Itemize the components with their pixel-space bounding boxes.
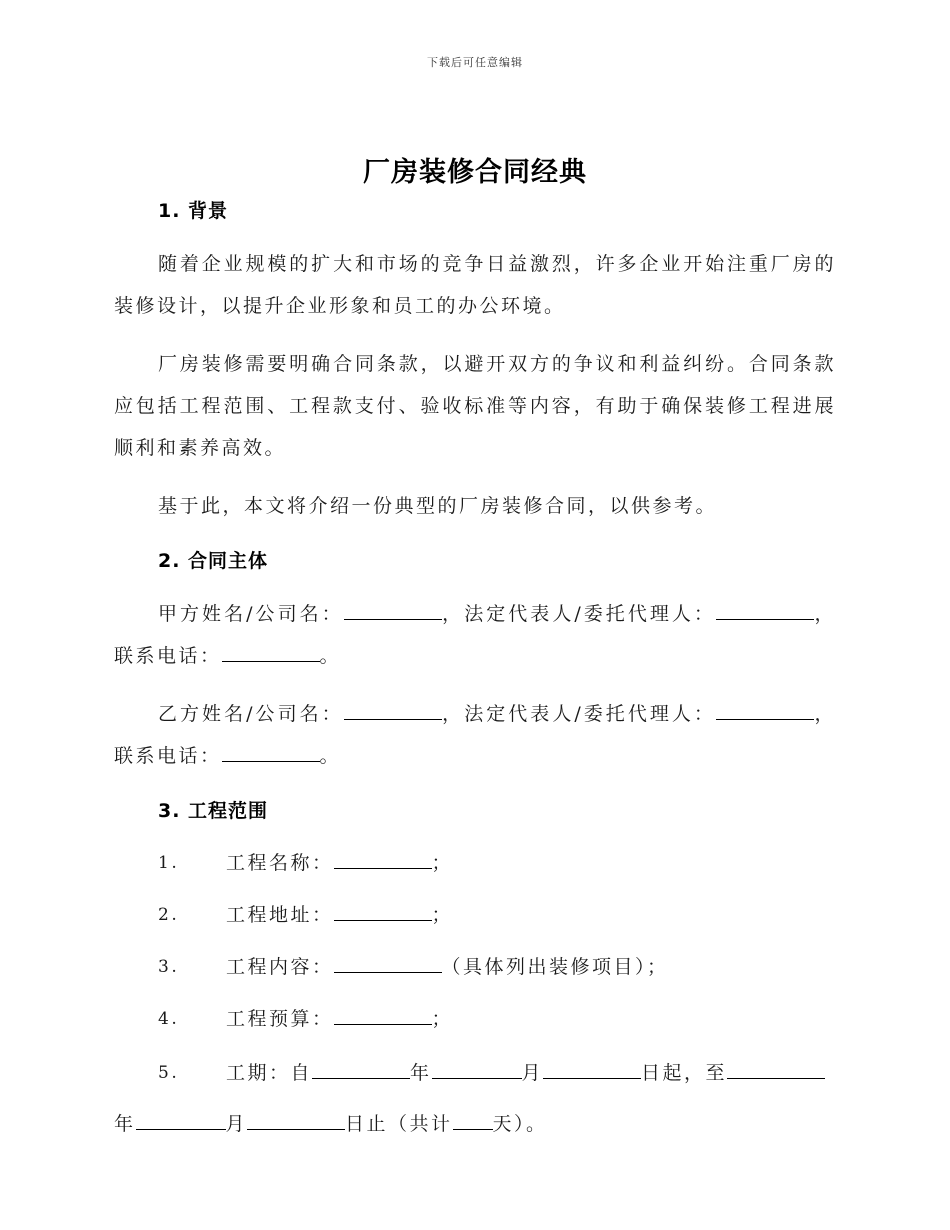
project-content-label: 工程内容：: [226, 956, 334, 978]
document-title: 厂房装修合同经典: [363, 157, 587, 188]
period-mark: 。: [319, 745, 342, 767]
end-day-blank[interactable]: [247, 1109, 345, 1130]
list-item-period: [114, 1045, 836, 1147]
party-a-rep-label: ，法定代表人/委托代理人：: [441, 603, 716, 625]
paragraph: 厂房装修需要明确合同条款，以避开双方的争议和利益纠纷。合同条款应包括工程范围、工程款支付、验收标准等内容，有助于确保装修工程进展顺利和素养高效。: [114, 353, 836, 459]
period-label: 工期：自: [226, 1062, 313, 1084]
year-label: 年: [410, 1062, 432, 1084]
section-heading-contract-parties: 2. 合同主体: [158, 550, 269, 572]
list-number: 2.: [158, 905, 180, 925]
end-month-blank[interactable]: [136, 1109, 226, 1130]
item-suffix: ；: [431, 904, 454, 926]
project-content-blank[interactable]: [334, 952, 442, 973]
total-days-blank[interactable]: [453, 1109, 493, 1130]
list-item: [114, 941, 836, 993]
item-suffix: （具体列出装修项目）；: [441, 956, 669, 978]
month-label: 月: [521, 1062, 544, 1084]
start-month-blank[interactable]: [432, 1058, 522, 1079]
list-item: [114, 889, 836, 941]
list-item: [114, 837, 836, 889]
item-suffix: ；: [431, 1008, 454, 1030]
party-a-name-blank[interactable]: [344, 599, 442, 620]
item-suffix: ；: [431, 852, 454, 874]
party-a-phone-blank[interactable]: [222, 641, 320, 662]
days-label: 天）。: [492, 1113, 548, 1135]
header-note: 下载后可任意编辑: [427, 56, 523, 69]
project-address-label: 工程地址：: [226, 904, 334, 926]
month-label: 月: [225, 1113, 248, 1135]
party-b-rep-blank[interactable]: [716, 699, 814, 720]
project-name-blank[interactable]: [334, 848, 432, 869]
party-a-name-label: 甲方姓名/公司名：: [158, 603, 344, 625]
project-budget-label: 工程预算：: [226, 1008, 334, 1030]
party-b-phone-label: 联系电话：: [114, 745, 222, 767]
project-budget-blank[interactable]: [334, 1004, 432, 1025]
party-b-paragraph: [114, 693, 836, 777]
comma: ，: [813, 603, 836, 625]
party-a-phone-label: 联系电话：: [114, 645, 222, 667]
project-name-label: 工程名称：: [226, 852, 334, 874]
day-end-label: 日止（共计: [345, 1113, 453, 1135]
section-heading-background: 1. 背景: [158, 200, 229, 222]
party-b-phone-blank[interactable]: [222, 741, 320, 762]
party-b-rep-label: ，法定代表人/委托代理人：: [441, 703, 716, 725]
party-a-paragraph: [114, 593, 836, 677]
list-number: 4.: [158, 1009, 180, 1029]
party-b-name-label: 乙方姓名/公司名：: [158, 703, 344, 725]
party-b-name-blank[interactable]: [344, 699, 442, 720]
year-label: 年: [114, 1113, 136, 1135]
party-a-rep-blank[interactable]: [716, 599, 814, 620]
comma: ，: [813, 703, 836, 725]
list-number: 1.: [158, 853, 180, 873]
list-item: [114, 993, 836, 1045]
day-start-label: 日起，至: [641, 1062, 728, 1084]
period-mark: 。: [319, 645, 342, 667]
end-year-blank[interactable]: [727, 1058, 825, 1079]
paragraph: 基于此，本文将介绍一份典型的厂房装修合同，以供参考。: [158, 495, 718, 517]
paragraph: 随着企业规模的扩大和市场的竞争日益激烈，许多企业开始注重厂房的装修设计，以提升企业形象和员工的办公环境。: [114, 253, 836, 317]
start-day-blank[interactable]: [543, 1058, 641, 1079]
section-heading-project-scope: 3. 工程范围: [158, 800, 269, 822]
project-address-blank[interactable]: [334, 900, 432, 921]
list-number: 5.: [158, 1063, 180, 1083]
list-number: 3.: [158, 957, 180, 977]
document-body: [114, 195, 836, 1147]
start-year-blank[interactable]: [312, 1058, 410, 1079]
